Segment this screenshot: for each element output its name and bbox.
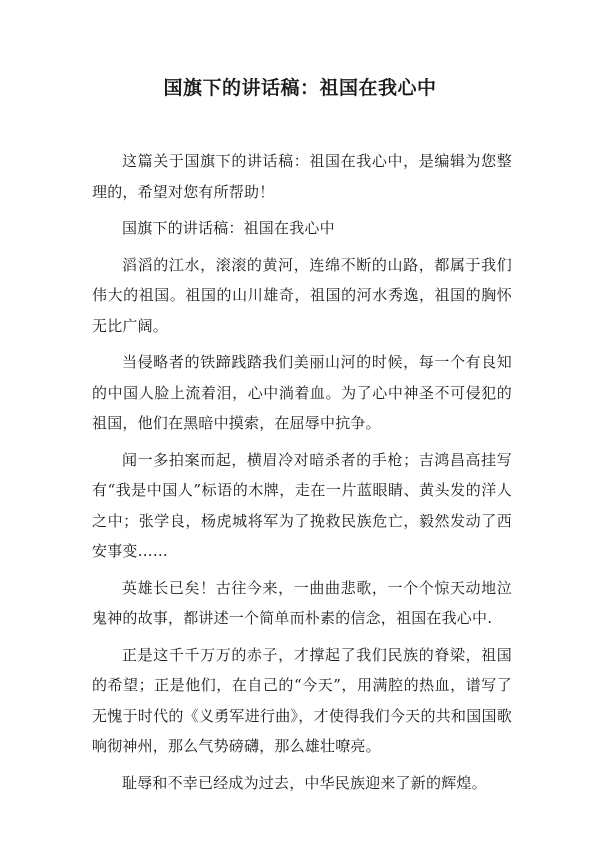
paragraph-intro: 这篇关于国旗下的讲话稿：祖国在我心中，是编辑为您整理的，希望对您有所帮助！ <box>92 152 512 201</box>
paragraph-heroes: 闻一多拍案而起，横眉冷对暗杀者的手枪；吉鸿昌高挂写有“我是中国人”标语的木牌，走在一片蓝眼睛、黄头发的洋人之中；张学良，杨虎城将军为了挽救民族危亡，毅然发动了西安事变…… <box>92 450 512 560</box>
paragraph-invaders: 当侵略者的铁蹄践踏我们美丽山河的时候，每一个有良知的中国人脸上流着泪，心中淌着血。为了心中神圣不可侵犯的祖国，他们在黑暗中摸索，在屈辱中抗争。 <box>92 353 512 432</box>
paragraph-heading: 国旗下的讲话稿：祖国在我心中 <box>122 219 335 237</box>
paragraph-belief: 英雄长已矣！古往今来，一曲曲悲歌，一个个惊天动地泣鬼神的故事，都讲述一个简单而朴素的信念，祖国在我心中. <box>92 578 512 627</box>
paragraph-anthem: 正是这千千万万的赤子，才撑起了我们民族的脊梁，祖国的希望；正是他们，在自己的“今天”，用满腔的热血，谱写了无愧于时代的《义勇军进行曲》，才使得我们今天的共和国国歌响彻神州，那么气势磅礴，那么雄壮嘹亮。 <box>92 645 512 755</box>
paragraph-glory: 耻辱和不幸已经成为过去，中华民族迎来了新的辉煌。 <box>122 773 487 792</box>
document-body <box>92 146 512 804</box>
document-title: 国旗下的讲话稿：祖国在我心中 <box>163 77 437 99</box>
paragraph-rivers: 滔滔的江水，滚滚的黄河，连绵不断的山路，都属于我们伟大的祖国。祖国的山川雄奇，祖国的河水秀逸，祖国的胸怀无比广阔。 <box>92 255 512 335</box>
